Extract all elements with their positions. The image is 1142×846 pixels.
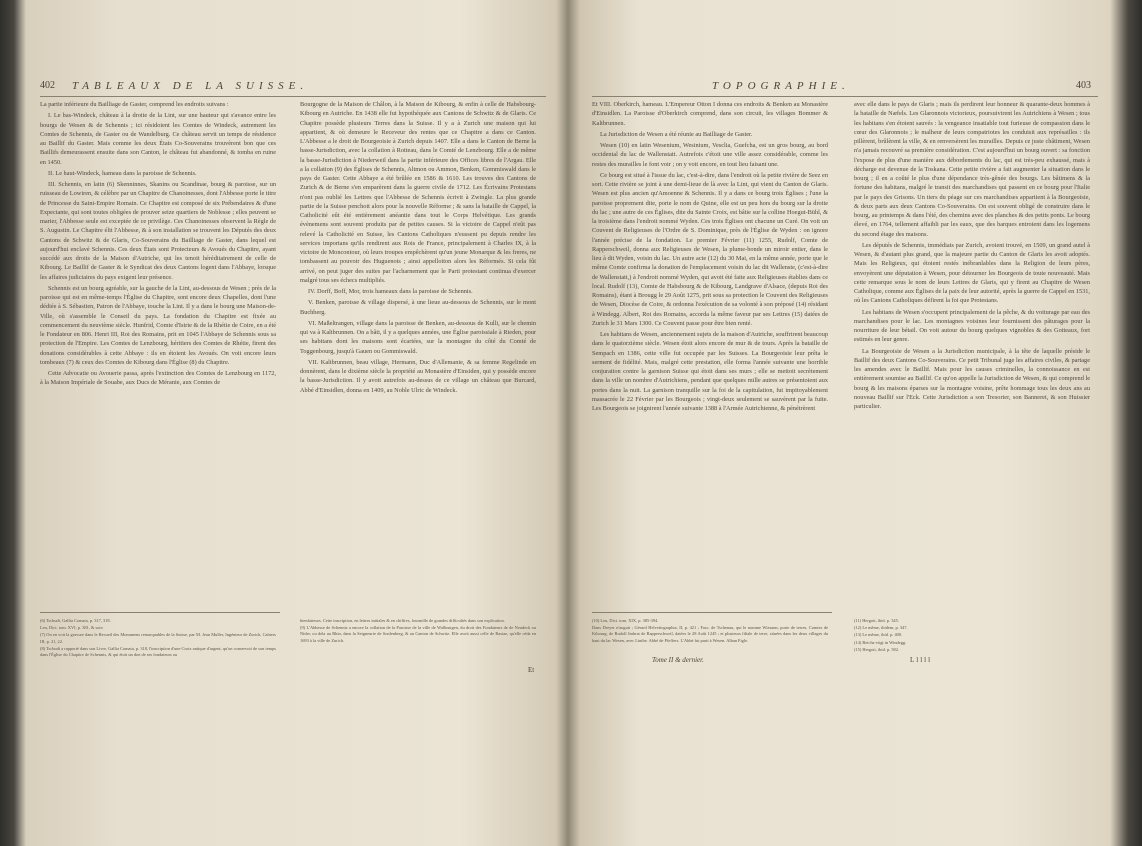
paragraph: III. Schennis, en latin (6) Skenninnes, Skanins ou Scandinae, bourg & paroisse, sur un ruisseau de Lowiren, & célèbre par un Chapitre de Chanoinesses, dont l'Abbesse porte le titre de Princesse du Saint-Empire Romain. Ce Chapitre est composé de six Prébendaires & d'une Expectante, qui sont toutes obligées de prouver seize quartiers de Noblesse ; elles peuvent se marier, l'Abbesse seule est exceptée de ce privilège. Ces Chanoinesses observent la Règle de S. Augustin. Le Chapitre élit l'Abbesse, & à son installation se trouvent les Députés des deux Cantons de Schwitz & de Glaris, Co-Souverains du Bailliage de Gaster, dans lequel est aujourd'hui enclavé Schennis. Ces deux États sont Protecteurs & Avoués du Chapitre, ayant succédé aux droits de la Maison d'Autriche, qui les tenoit héréditairement de celle de Kibourg. Le Baillif de Gaster & le Syndicat des deux Cantons logent dans l'Abbaye, lorsque les affaires judiciaires du pays exigent leur présence. <box>40 181 276 281</box>
page-number: 403 <box>1076 80 1091 91</box>
column-right <box>854 100 1090 413</box>
paragraph: Schennis est un bourg agréable, sur la gauche de la Lint, au-dessous de Wesen ; près de la paroisse qui est en même-temps l'Église du Chapitre, sont encore deux Chapelles, dont l'une dédiée à S. Sébastien, Patron de l'Abbaye, touche la Lint. Il y a dans le bourg une Maison-de-Ville, où s'assemble le Conseil du pays. La fondation du Chapitre est fixée au commencement du neuvième siècle. Hunfrid, Comte d'Istrie & de la Rhétie de Coire, en a été le Fondateur en 806. Henri III, Roi des Romains, prit en 1045 l'Abbaye de Schennis sous sa protection de l'Empire. Les Comtes de Lenzbourg, héritiers des Comtes de Rhétie, firent des donations considérables à cette Abbaye : ils en étoient les Avoués. On voit encore leurs tombeaux (7) & ceux des Comtes de Kibourg dans l'Église (8) du Chapitre. <box>40 284 276 366</box>
paragraph: V. Benken, paroisse & village dispersé, à une lieue au-dessous de Schennis, sur le mont Buchberg. <box>300 299 536 316</box>
footnote: Dans Dreyer n'auguit ; Gérard Helvetiographia, II, p. 421 ; Fasc. de Tschenau, qui le nomme Wiesann, porte de terres, Comtes de Kibourg, de Rudolf Imbrat de Rapperschweil, datées le 28 Août 1245 ; et plusieurs filiale de terre, situées dans les deux villages du haut du lac Wesen, avec Linthe. Abbé de Pfeffers. L'Abbé fut parti à Wesen. Alban Figle. <box>592 625 828 643</box>
footnote: (8) Tschudi a rapporté dans son Livre, Gallia Comata, p. 318, l'inscription d'une Croix antique d'argent, qu'on conservoit de son temps dans l'Église du Chapitre de Schennis, & qui étoit un don de ses fondateurs ou <box>40 645 276 658</box>
header-rule <box>40 96 546 97</box>
paragraph: VI. Maßeltrangen, village dans la paroisse de Benken, au-dessous de Kulli, sur le chemin qui va à Kaltbrunnen. On a bâti, il y a quelques années, une Église paroissiale à Rieden, pour ses habitans dont les maisons sont écartées, sur la montagne du côté du Comté de Toggenbourg, jusqu'à Gauen ou Gommiswald. <box>300 319 536 355</box>
footnote: (11) Hergott, ibid. p. 345. <box>854 618 899 623</box>
paragraph: Les habitans de Wesen s'occupent principalement de la pêche, & du voiturage par eau des marchandises pour le lac. Les montagnes voisines leur fournissent des pâturages pour la nourriture de leur bétail. On voit autour du bourg quelques vignobles & des Gotteaux, fort estimés en leur genre. <box>854 308 1090 344</box>
paragraph: Ce bourg est situé à l'issue du lac, c'est-à-dire, dans l'endroit où la petite rivière de Seez en sort. Cette rivière se joint à une demi-lieue de là avec la Lint, qui vient du Canton de Glaris. Wesen est plus ancien qu'Amoenne & Schennis. Il y a dans ce bourg trois Églises ; l'une la paroisse proprement dite, porte le nom de Quine, elle est un peu hors du bourg sur la droite du lac ; une autre de ces Églises, dite du Sainte Croix, est bâtie sur la colline Hoegut-Bühl, & la troisième dans l'endroit nommé Wyden. Ces trois Églises ont chacune un Curé. On voit un Couvent de Religieuses de l'Ordre de S. Dominique, près de l'Église de Wyden : on ignore l'année précise de la fondation. Le premier Février (11) 1255, Rudolf, Comte de Rapperschweil, donna aux Religieuses de Wesen, la plume-bonde un miroir entier, dans le lieu à dit Wyden, voisin du lac. Un autre acte (12) du 30 Mai, en la même année, porte que le même Comte confirma la donation de l'emplacement voisin du lac dit Wallenste, (c'est-à-dire de Wallenstatt,) à l'endroit nommé Wyden, qui avoit été faite aux Religieuses établies dans ce local. Rudolf (13), Comte de Habsbourg & de Kibourg, Landgrave d'Alsace, (depuis Roi des Romains), étant à Brougg le 29 Août 1275, prit sous sa protection le Couvent des Religieuses de Wesen, Diocèse de Coire, & ordonna l'exécution de sa volonté à son préposé (14) résidant à Windegg. Albert, Roi des Romains, accorda la même faveur par ses Lettres (15) datées de Zurich le 31 Mars 1300. Ce Couvent passe pour être bien renté. <box>592 171 828 327</box>
signature-mark: Lllll <box>910 656 933 664</box>
paragraph: Les habitans de Wesen, anciennement sujets de la maison d'Autriche, souffrirent beaucoup dans le quatorzième siècle. Wesen étoit alors encore de mur & de tours. Après la bataille de Sempach en 1386, cette ville fut occupée par les Suisses. La Bourgeoisie leur prêta le serment de fidélité. Mais, malgré cette prestation, elle forma l'année suivante une horrible conjuration contre la garnison Suisse qui étoit dans ses murs ; elle se mettoit secrètement dans la ville un nombre d'Autrichiens, pendant que quelques mille autres se présentoient aux portes dans la nuit. La garnison tranquille sur la foi de la capitulation, fut impitoyablement massacrée le 22 Février par les Bourgeois ; vingt-deux seulement se sauvèrent par la fuite. Les Bourgeois se joignirent l'année suivante 1388 à l'Armée Autrichienne, & pénétrèrent <box>592 331 828 412</box>
paragraph: avec elle dans le pays de Glaris ; mais ils perdirent leur honneur & quarante-deux hommes à la bataille de Næfels. Les Glaronnois victorieux, poursuivirent les Autrichiens à Wesen ; tous les habitans s'en étoient sauvés : la vengeance insatiable tout furieuse de compassion dans le cœur des Glaronnois ; le malheur de leurs compatriotes les conduisit aux représailles : ils pillèrent, brûlèrent la ville, & en renversèrent les murailles. Depuis ce juste châtiment, Wesen n'a jamais recouvré sa première considération. C'est aujourd'hui un bourg ouvert : sa fonction l'expose de plus d'une manière aux débordements du lac, qui est très-peu exhaussé, mais à décharge est devenue de la Toskana. Cette petite rivière a fait augmenter la situation dans le bourg ; il en a coûté le plus d'une dépendance très-gênée des bourgs. Les bâtimens & la fortune des habitans, malgré le transit des marchandises qui passent en ce bourg pour l'Italie par le pays des Grisons. Un tiers du péage sur ces marchandises appartient à la Bourgeoisie, & deux parts aux deux Cantons Co-Souverains. On est souvent obligé de construire dans le bourg, au printemps & dans l'été, des chemins avec des planches & des petits ponts. Le bourg élevé, en 1764, tellement affaibli par les eaux, que des barques entroient dans les logemens du second étage des maisons. <box>854 101 1090 238</box>
paragraph: IV. Dorff, Boff, Mor, trois hameaux dans la paroisse de Schennis. <box>308 288 473 295</box>
running-title: TABLEAUX DE LA SUISSE. <box>72 80 309 92</box>
paragraph: La partie inférieure du Bailliage de Gaster, comprend les endroits suivans : <box>40 101 229 108</box>
paragraph: La Bourgeoisie de Wesen a la Jurisdiction municipale, à la tête de laquelle préside le Baillif des deux Cantons Co-Souverains. Ce petit Tribunal juge les affaires civiles, & partage les amendes avec le Baillif. Mais pour les causes criminelles, la connoissance en est entièrement soumise au Baillif. Ce qu'on appelle la Jurisdiction de Wesen, & qui comprend le bourg & les maisons éparses sur la montagne voisine, prête hommage tous les deux ans au nouveau Baillif sur l'Eck. Cette Jurisdiction a son Tresorier, son Banneret, & son Huissier particulier. <box>854 347 1090 410</box>
paragraph: II. Le haut-Windeck, hameau dans la paroisse de Schennis. <box>48 169 197 177</box>
footnote: (7) On en voit la gravure dans le Recueil des Monumens remarquables de la Suisse, par M. Jean Muller, Ingénieur de Zurich, Cahiers III, p. 21, 22. <box>40 632 276 644</box>
paragraph: I. Le bas-Windeck, château à la droite de la Lint, sur une hauteur qui s'avance entre les bourgs de Wesen & de Schennis ; ici résidoient les Comtes de Windeck, autrement les Comtes de Schennis, de Gaster ou de Wandelburg. Ce château servit un temps de résidence au Baillif du Gaster. Mais comme les deux États Co-Souverains trouvèrent bon que ces Baillifs demeurassent ensuite dans son Canton, le château fut abandonné, & tomba en ruine en 1450. <box>40 112 276 166</box>
volume-signature: Tome II & dernier. <box>652 656 704 664</box>
catchword: Et <box>528 666 535 674</box>
footnote: bienfaiteurs. Cette inscription, en lettres initiales & en chiffres, fourmille de grandes difficultés dans son explication. <box>300 618 505 623</box>
paragraph: Wesen (10) en latin Wesenium, Wesinium, Vesclia, Guefcha, est un gros bourg, au bord occidental du lac de Wallenstatt. Autrefois c'étoit une ville assez considérable, comme les restes des murailles le font voir ; on y voit encore, en tout lieu faisant une. <box>592 142 828 168</box>
paragraph: Cette Advocatie ou Avouerie passa, après l'extinction des Comtes de Lenzbourg en 1172, à la Maison Impériale de Souabe, aux Ducs de Méranie, aux Comtes de <box>40 370 276 387</box>
footnotes-right <box>300 618 536 645</box>
footnote: (10) Leu, Dict. tom. XIX, p. 385-394. <box>592 618 659 623</box>
footnote: Leu, Dict. tom. XVI, p. 381, & suiv. <box>40 625 104 631</box>
footnotes-left <box>592 618 828 645</box>
footnotes-left <box>40 618 276 659</box>
right-page <box>592 0 1102 846</box>
paragraph: Et VIII. Oberkirch, hameau. L'Empereur Otton I donna ces endroits & Benken au Monastère d'Einsidlen. La Paroisse d'Oberkirch comprend, dans son circuit, les villages Bommer & Kaltbrunnen. <box>592 101 828 127</box>
left-page <box>40 0 550 846</box>
footnote-rule <box>592 612 832 613</box>
footnote: (6) Tschudi, Gallia Comata, p. 317, 318. <box>40 618 111 623</box>
column-left <box>592 100 828 415</box>
paragraph: VII. Kaltbrunnen, beau village, Hermann, Duc d'Allemanie, & sa femme Regelinde en donnèrent, dans le dixième siècle la propriété au Monastère d'Einsiden, qui y possède encore la basse-Jurisdiction. Il y avoit autrefois au-dessus de ce village un château que Burcard, Abbé d'Einsidlen, donna en 1409, au Noble Ulric de Windeck. <box>300 358 536 394</box>
footnote: (12) Le même, ibidem, p. 347. <box>854 625 908 631</box>
header-rule <box>592 96 1098 97</box>
footnotes-right <box>854 618 1090 654</box>
running-title: TOPOGRAPHIE. <box>712 80 850 92</box>
footnote-rule <box>40 612 280 613</box>
page-number: 402 <box>40 80 55 91</box>
column-right <box>300 100 536 397</box>
footnote: (13) Le même, ibid. p. 400. <box>854 632 903 638</box>
paragraph: Bourgogne de la Maison de Châlon, à la Maison de Kibourg, & enfin à celle de Habsbourg-Kibourg en Autriche. En 1438 elle fut hypothéquée aux Cantons de Schwitz & de Glaris. Ce Chapitre possède plusieurs Terres dans la Suisse. Il y a à Zurich une maison qui lui appartient, & où demeure le Receveur des rentes que ce Chapitre a dans ce Canton. L'Abbesse a le droit de Bourgeoisie à Zurich depuis 1407. Elle a dans le Canton de Berne la basse-Jurisdiction, avec la collation à Rotteau, dans le Comté de Lenzbourg. Elle a de même la basse-Jurisdiction à Niederweil dans la partie inférieure des Offices libres de l'Argau. Elle a la collation (9) des Églises de Schennis, Altmon ou Ammon, Benken, Gommiswald dans le pays de Gaster. Cette Abbaye a été brûlée en 1586 & 1610. Les trouves des Cantons de Zurich & de Berne s'en emparèrent dans la guerre civile de 1712. Les Écrivains Protestans n'ont pas oublié les Lettres que l'Abbesse de Schennis écrivit à Zwingle. La plus grande partie de la Suisse penchoit alors pour la nouvelle Réforme ; & sans la bataille de Cappel, la Catholicité eût été entièrement anéantie dans tout le Corps Helvétique. Les grands évènemens sont souvent produits par de petites causes. Si la victoire de Cappel n'eût pas relevé la Catholicité en Suisse, les Cantons Catholiques n'eussent pu depuis rendre les services importans qu'ils rendirent aux Rois de France, principalement à Charles IX, à la victoire de Moncontour, où leurs troupes empêchèrent qu'un jeune Monarque & les freres, ne tombassent au pouvoir des Huguenots ; ainsi appelloiton alors les Réformés. Si cela fût arrivé, on peut juger des suites par l'acharnement que le Parti protestant continua d'exercer malgré tous ses échecs multipliés. <box>300 101 536 284</box>
footnote: (9) L'Abbesse de Schennis a encore la collation de la Paroisse de la ville de Wallinstgen, du droit des Fondateurs de de Neudeck ou Nider, ou dela au Rhin, dans la Seigneurie de Sonlenberg, & au Canton de Schwitz. Elle avoit aussi celle de Rastaz, qu'elle céda en 1693 à la ville de Zurich. <box>300 625 536 643</box>
paragraph: La Jurisdiction de Wesen a été réunie au Bailliage de Gaster. <box>600 130 753 138</box>
paragraph: Les députés de Schennis, immédiats par Zurich, avoient trouvé, en 1509, un grand autel à Wesen, & d'autant plus grand, que la majeure partie du Canton de Glaris les avoit adoptés. Mais les Religieux, qui étoient restés inébranlables dans la Religion de leurs pères, envoyèrent une députation à Wesen, pour détourner les Bourgeois de toute nouveauté. Mais cette remarque sous le nom de leurs Lettres de Glaris, qui y firent au Chapitre de Wesen Catholique, comme aux Églises de la paix de leur autorité, après la guerre de Cappel en 1531, où les Cantons Catholiques défirent la foi que Protestans. <box>854 241 1090 305</box>
footnote: (14) Reichs-vögt in Windegg. <box>854 639 907 645</box>
column-left <box>40 100 276 390</box>
footnote: (15) Hergott, ibid. p. 582. <box>854 646 900 652</box>
